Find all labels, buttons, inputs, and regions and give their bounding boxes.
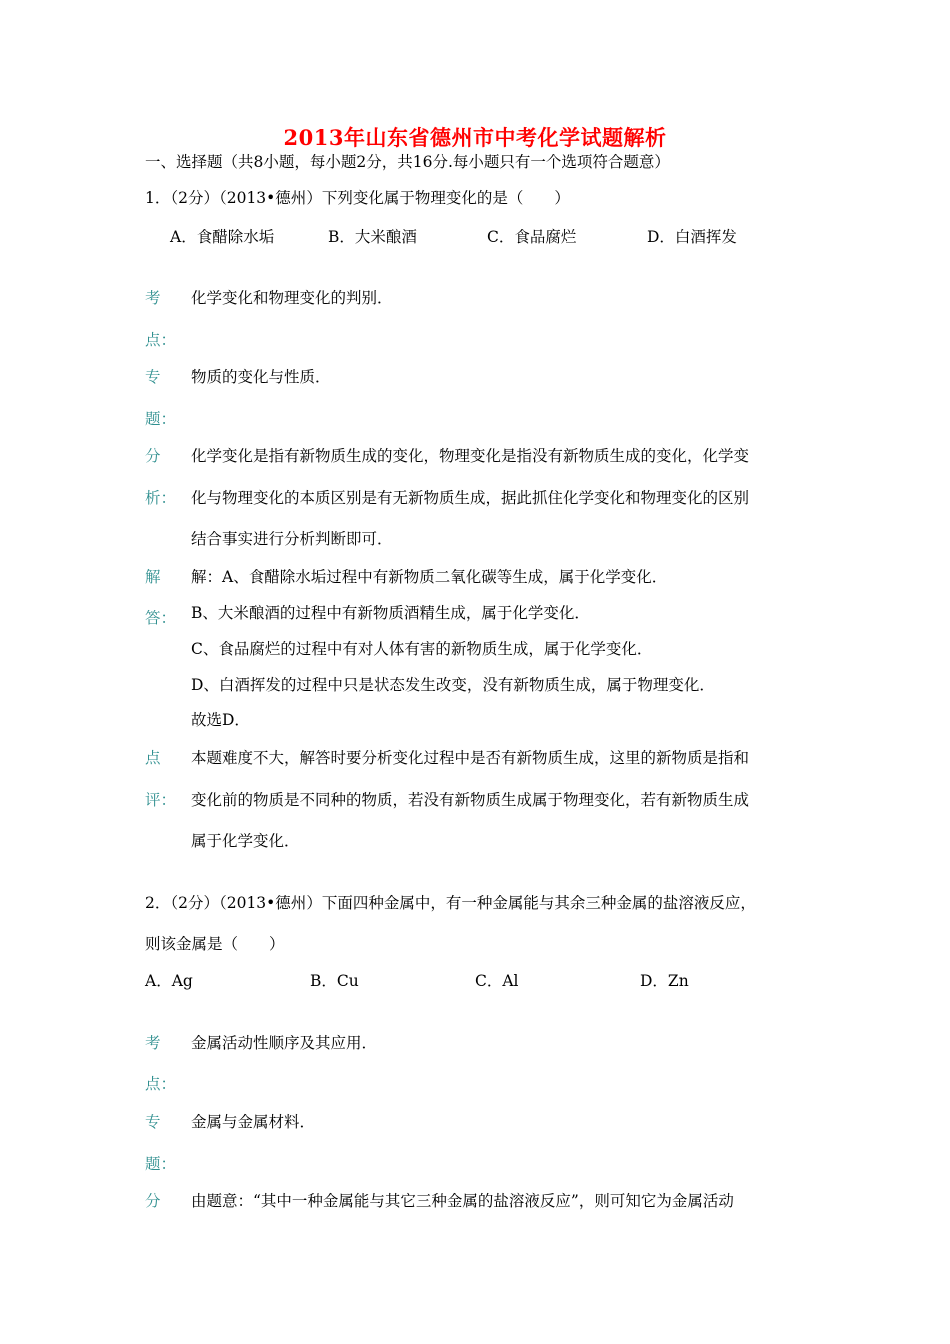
q1-kaodian-label-2: 点：	[145, 331, 177, 349]
q2-kaodian-label-1: 考	[145, 1034, 161, 1052]
page-title: 2013年山东省德州市中考化学试题解析	[283, 125, 667, 150]
q1-dianping-line-2: 变化前的物质是不同种的物质，若没有新物质生成属于物理变化，若有新物质生成	[191, 791, 750, 809]
q2-zhuanti-text: 金属与金属材料．	[191, 1113, 316, 1131]
q1-kaodian-text: 化学变化和物理变化的判别．	[191, 289, 393, 307]
q1-dianping-label-1: 点	[145, 749, 161, 767]
q1-jieda-line-2: B、大米酿酒的过程中有新物质酒精生成，属于化学变化．	[191, 604, 590, 622]
question-2-stem-line-2: 则该金属是（ ）	[145, 935, 285, 953]
q1-option-d: D．白酒挥发	[647, 228, 737, 246]
q2-option-a: A．Ag	[145, 972, 193, 990]
q1-option-c: C．食品腐烂	[487, 228, 577, 246]
q1-jieda-line-3: C、食品腐烂的过程中有对人体有害的新物质生成，属于化学变化．	[191, 640, 653, 658]
q1-jieda-label-2: 答：	[145, 609, 177, 627]
q1-jieda-line-1: 解：A、食醋除水垢过程中有新物质二氧化碳等生成，属于化学变化．	[191, 568, 668, 586]
q1-zhuanti-label-2: 题：	[145, 410, 177, 428]
q1-dianping-line-3: 属于化学变化．	[191, 832, 300, 850]
q1-dianping-label-2: 评：	[145, 791, 177, 809]
q2-kaodian-text: 金属活动性顺序及其应用．	[191, 1034, 378, 1052]
q1-kaodian-label-1: 考	[145, 289, 161, 307]
q1-dianping-line-1: 本题难度不大，解答时要分析变化过程中是否有新物质生成，这里的新物质是指和	[191, 749, 750, 767]
q2-zhuanti-label-1: 专	[145, 1113, 161, 1131]
q2-fenxi-line-1: 由题意：“其中一种金属能与其它三种金属的盐溶液反应”，则可知它为金属活动	[191, 1192, 734, 1210]
q1-jieda-line-4: D、白酒挥发的过程中只是状态发生改变，没有新物质生成，属于物理变化．	[191, 676, 715, 694]
q2-option-d: D．Zn	[640, 972, 689, 990]
q2-fenxi-label-1: 分	[145, 1192, 161, 1210]
section-heading: 一、选择题（共8小题，每小题2分，共16分.每小题只有一个选项符合题意）	[145, 153, 670, 171]
q1-fenxi-line-3: 结合事实进行分析判断即可．	[191, 530, 393, 548]
q2-option-b: B．Cu	[310, 972, 359, 990]
q1-fenxi-label-1: 分	[145, 447, 161, 465]
q1-jieda-line-5: 故选D．	[191, 711, 250, 729]
q1-jieda-label-1: 解	[145, 568, 161, 586]
q2-zhuanti-label-2: 题：	[145, 1155, 177, 1173]
q1-fenxi-line-1: 化学变化是指有新物质生成的变化，物理变化是指没有新物质生成的变化，化学变	[191, 447, 750, 465]
q1-zhuanti-text: 物质的变化与性质．	[191, 368, 331, 386]
q1-fenxi-label-2: 析：	[145, 489, 177, 507]
q1-option-b: B．大米酿酒	[328, 228, 417, 246]
q2-option-c: C．Al	[475, 972, 519, 990]
q1-zhuanti-label-1: 专	[145, 368, 161, 386]
question-1-stem: 1．（2分）（2013•德州）下列变化属于物理变化的是（ ）	[145, 189, 570, 207]
q1-fenxi-line-2: 化与物理变化的本质区别是有无新物质生成，据此抓住化学变化和物理变化的区别	[191, 489, 750, 507]
q1-option-a: A．食醋除水垢	[170, 228, 275, 246]
question-2-stem-line-1: 2．（2分）（2013•德州）下面四种金属中，有一种金属能与其余三种金属的盐溶液反应，	[145, 894, 756, 912]
q2-kaodian-label-2: 点：	[145, 1075, 177, 1093]
